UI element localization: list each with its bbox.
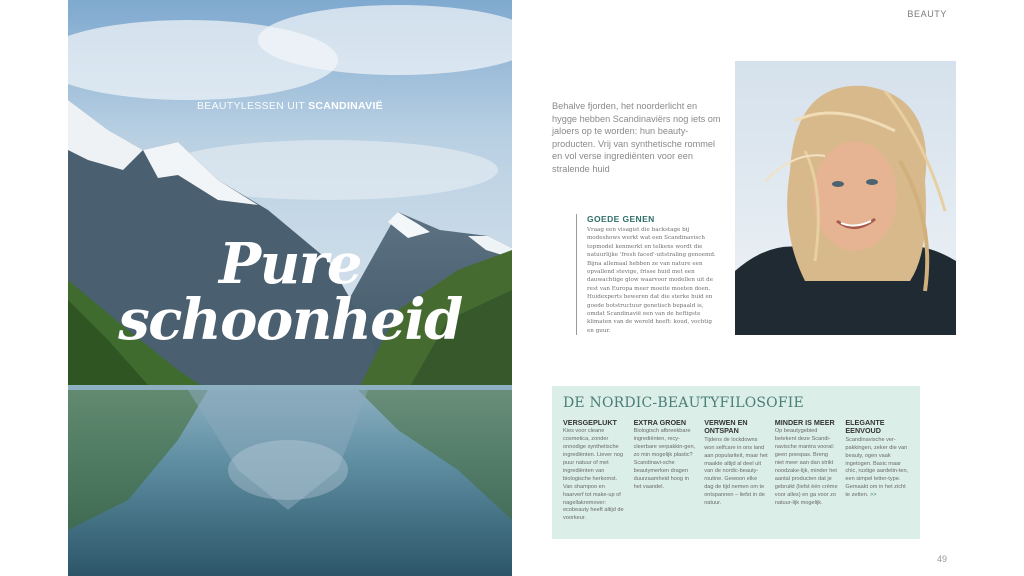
goede-genen-sidebar <box>576 214 716 335</box>
column-heading: VERSGEPLUKT <box>563 418 617 427</box>
column-heading: ELEGANTE EENVOUD <box>845 418 885 436</box>
headline-line-2: schoonheid <box>118 287 462 353</box>
article-headline <box>68 231 512 353</box>
column-body: Op beautygebied betekent deze Scandi-navische mantra vooral: geen poespas. Breng niet meer aan dan strikt noodzake-lijk, minder het aantal producten dat je gebruikt (liefst één crème voor alles) en ga voor zo natuur-lijk mogelijk. <box>774 428 838 506</box>
article-kicker <box>68 100 512 112</box>
column-body: Kies voor cleane cosmetica, zonder onnodige synthetische ingrediënten. Liever nog puur natuur of met ingrediënten van biologische herkomst. Van shampoo en haarverf tot make-up of nagellakremover: ecobeauty heeft altijd de voorkeur. <box>563 428 624 522</box>
nordic-philosophy-box <box>552 386 920 539</box>
sidebar-title: GOEDE GENEN <box>587 214 655 224</box>
nordic-column-verwen-en-ontspan <box>704 419 768 523</box>
nordic-columns <box>563 419 909 523</box>
nordic-column-versgeplukt <box>563 419 627 523</box>
kicker-bold-text: SCANDINAVIË <box>308 100 383 112</box>
intro-paragraph: Behalve fjorden, het noorderlicht en hygge hebben Scandinaviërs nog iets om jaloers op te worden: hun beauty-producten. Vrij van synthetische rommel en vol verse ingrediënten voor een stralende huid <box>552 101 721 174</box>
end-mark: >> <box>869 492 877 499</box>
nordic-column-minder-is-meer <box>775 419 839 523</box>
section-tag: BEAUTY <box>907 9 947 19</box>
woman-portrait-photo <box>735 61 956 335</box>
page-number: 49 <box>936 554 947 564</box>
column-body <box>845 437 909 500</box>
nordic-box-title: DE NORDIC-BEAUTYFILOSOFIE <box>563 395 804 411</box>
nordic-column-extra-groen <box>634 419 698 523</box>
column-heading: VERWEN EN ONTSPAN <box>704 418 748 436</box>
column-body: Tijdens de lockdowns won selfcare in ons land aan populariteit, maar het maakte altijd al deel uit van de nordic-beauty-routine. Gewoon elke dag de tijd nemen om te ontspannen – liefst in de natuur. <box>704 436 768 507</box>
column-heading: EXTRA GROEN <box>633 418 687 427</box>
sidebar-body: Vraag een visagist die backstage bij modeshows werkt wat een Scandinavisch topmodel kenmerkt en telkens wordt die natuurlijke 'fresh faced'-uitstraling genoemd. Bijna allemaal hebben ze van nature een opvallend stevige, frisse huid met een dauwachtige glow waarvoor modellen uit de rest van Europa meer moeite moeten doen. Huidexperts beweren dat die sterke huid en goede botstructuur genetisch bepaald is, omdat Scandinavië een van de heftigste klimaten van de wereld heeft: koud, vochtig en guur. <box>587 227 716 334</box>
column-body: Biologisch afbreekbare ingrediënten, recy-cleerbare verpakkin-gen, zo min mogelijk plastic? Scandinavi-sche beautymerken dragen duurzaamheid hoog in het vaandel. <box>633 428 696 490</box>
column-heading: MINDER IS MEER <box>774 418 835 427</box>
nordic-column-elegante-eenvoud <box>845 419 909 523</box>
kicker-light-text: BEAUTYLESSEN UIT <box>197 100 305 112</box>
headline-line-1: Pure <box>219 231 361 297</box>
column-body-text: Scandinavische ver-pakkingen, zeker die van beauty, ogen vaak ingetogen. Basic maar chic, rustige aardetin-ten, een simpel letter-type. Gemaakt om in het zicht te zetten. <box>845 436 909 499</box>
